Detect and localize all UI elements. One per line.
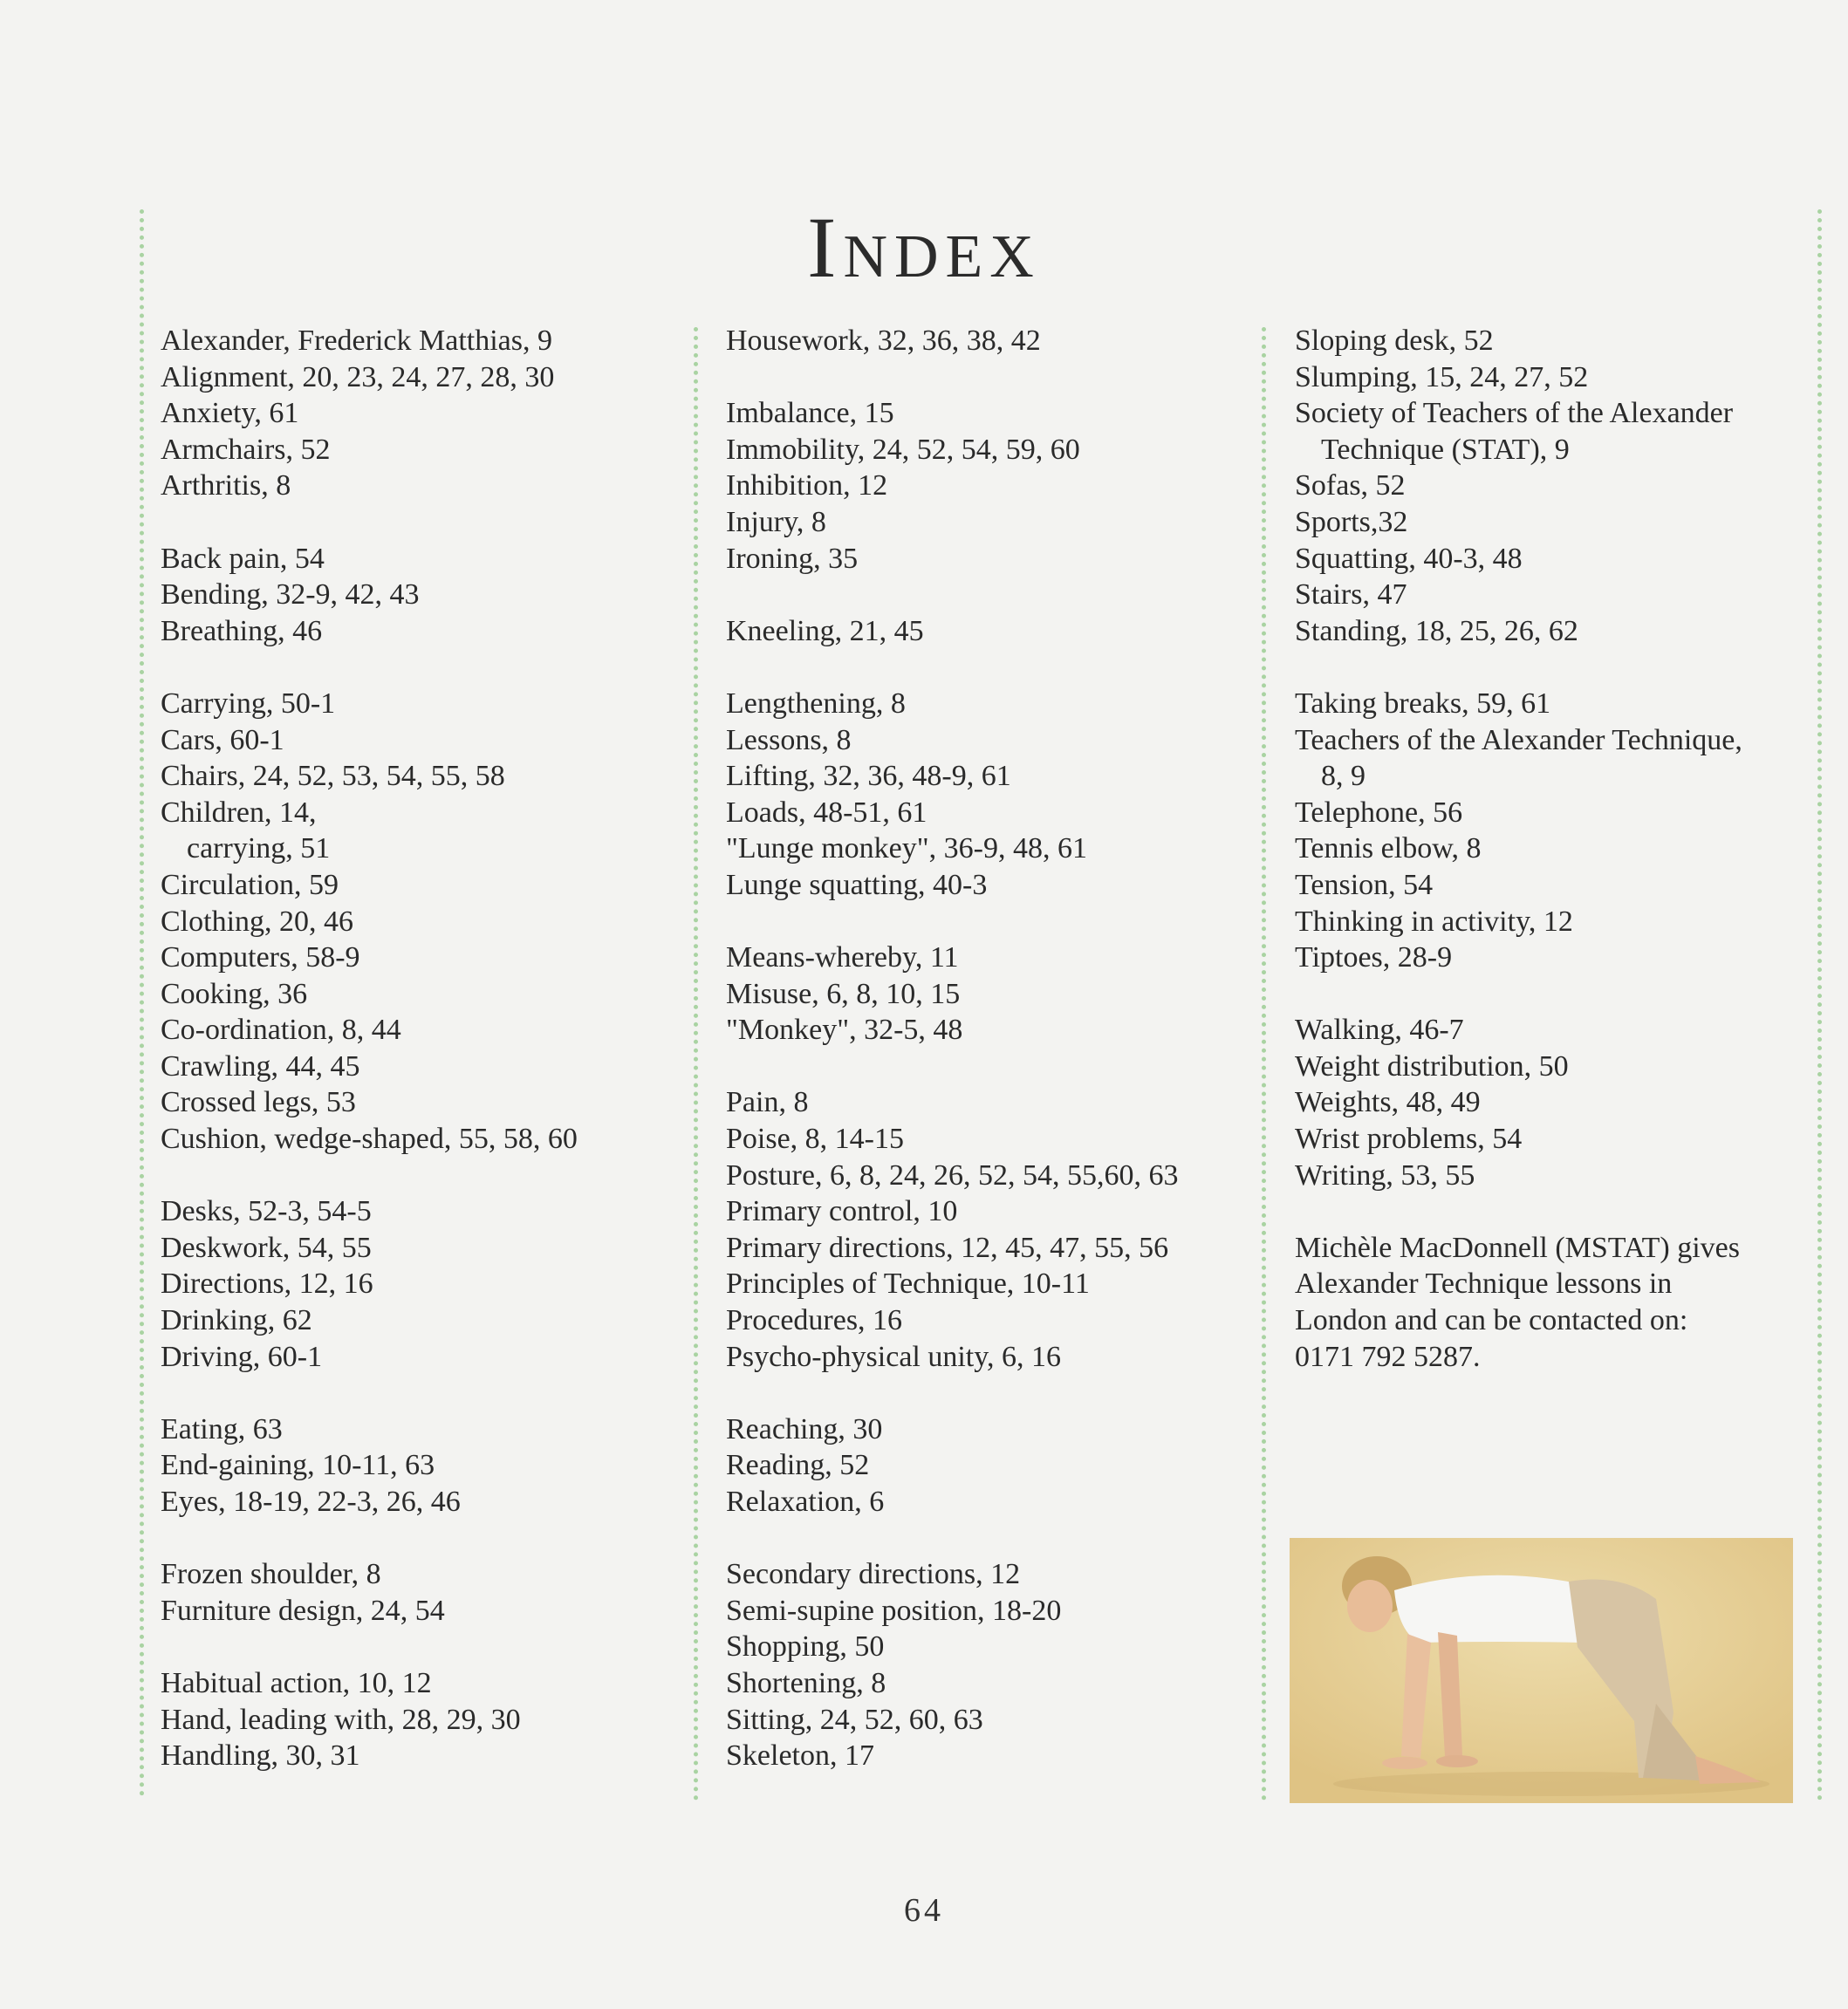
index-entry: Misuse, 6, 8, 10, 15 [726,977,961,1010]
contact-line: 0171 792 5287. [1295,1340,1481,1373]
index-entry: Deskwork, 54, 55 [161,1231,372,1264]
index-entry: Wrist problems, 54 [1295,1123,1523,1156]
index-entry: Housework, 32, 36, 38, 42 [726,325,1041,357]
index-entry: Handling, 30, 31 [161,1739,360,1773]
index-entry: Shortening, 8 [726,1666,886,1699]
index-entry: Psycho-physical unity, 6, 16 [726,1340,1062,1373]
index-entry: Lunge squatting, 40-3 [726,868,988,901]
group-spacer [726,649,1249,686]
index-entry: Alignment, 20, 23, 24, 27, 28, 30 [161,360,555,393]
index-entry: Poise, 8, 14-15 [726,1123,904,1156]
index-entry: Cushion, wedge-shaped, 55, 58, 60 [161,1123,578,1156]
index-entry: Taking breaks, 59, 61 [1295,687,1551,720]
index-entry: Teachers of the Alexander Technique, [1295,723,1742,756]
contact-line: Alexander Technique lessons in [1295,1268,1673,1301]
index-entry: Slumping, 15, 24, 27, 52 [1295,360,1589,393]
group-spacer [161,1629,684,1665]
index-entry: Shopping, 50 [726,1630,885,1664]
group-spacer [161,649,684,686]
index-entry: Lifting, 32, 36, 48-9, 61 [726,760,1011,793]
crawling-figure-illustration [1290,1538,1793,1803]
index-entry: Sloping desk, 52 [1295,325,1494,357]
index-entry: "Lunge monkey", 36-9, 48, 61 [726,832,1087,865]
index-column-1 [161,323,684,1774]
group-spacer [161,504,684,541]
index-entry: Injury, 8 [726,505,826,538]
index-entry: Cars, 60-1 [161,723,284,756]
index-entry: Carrying, 50-1 [161,687,336,720]
group-spacer [161,1520,684,1557]
index-entry: Driving, 60-1 [161,1340,323,1373]
index-entry: Weights, 48, 49 [1295,1086,1481,1119]
index-entry: Children, 14, [161,796,317,829]
index-entry: Semi-supine position, 18-20 [726,1594,1062,1627]
dotted-rule-2 [694,327,698,1801]
index-entry: Immobility, 24, 52, 54, 59, 60 [726,433,1080,466]
group-spacer [161,1375,684,1411]
index-entry: Lessons, 8 [726,723,852,756]
index-entry: Sports,32 [1295,505,1408,538]
index-entry: Sofas, 52 [1295,469,1406,502]
index-entry: Chairs, 24, 52, 53, 54, 55, 58 [161,760,505,793]
index-entry: Technique (STAT), 9 [1321,433,1570,466]
index-entry: Weight distribution, 50 [1295,1049,1569,1083]
group-spacer [726,1520,1249,1557]
index-entry: Loads, 48-51, 61 [726,796,927,829]
contact-line: London and can be contacted on: [1295,1304,1688,1337]
index-entry: Clothing, 20, 46 [161,905,354,938]
index-entry: Co-ordination, 8, 44 [161,1014,401,1047]
index-entry: Standing, 18, 25, 26, 62 [1295,614,1578,647]
index-entry: Tiptoes, 28-9 [1295,941,1453,974]
index-entry: Walking, 46-7 [1295,1014,1464,1047]
dotted-rule-3 [1262,327,1266,1801]
index-entry: Circulation, 59 [161,868,339,901]
index-entry: Eating, 63 [161,1412,283,1445]
contact-line: Michèle MacDonnell (MSTAT) gives [1295,1231,1740,1264]
index-entry: Furniture design, 24, 54 [161,1594,445,1627]
group-spacer [726,359,1249,396]
index-entry: End-gaining, 10-11, 63 [161,1449,435,1482]
index-entry: Tennis elbow, 8 [1295,832,1482,865]
index-entry: 8, 9 [1321,760,1365,793]
index-entry: Means-whereby, 11 [726,941,959,974]
index-entry: Reading, 52 [726,1449,870,1482]
dotted-rule-1 [140,209,144,1797]
index-entry: Kneeling, 21, 45 [726,614,924,647]
index-entry: Principles of Technique, 10-11 [726,1268,1090,1301]
index-entry: Reaching, 30 [726,1412,883,1445]
index-entry: Imbalance, 15 [726,397,894,430]
index-entry: Breathing, 46 [161,614,323,647]
index-entry: Anxiety, 61 [161,397,299,430]
index-entry: Posture, 6, 8, 24, 26, 52, 54, 55,60, 63 [726,1158,1179,1192]
group-spacer [726,1375,1249,1411]
group-spacer [161,1158,684,1194]
index-entry: Sitting, 24, 52, 60, 63 [726,1703,983,1736]
group-spacer [726,904,1249,940]
index-entry: Skeleton, 17 [726,1739,874,1773]
group-spacer [726,1049,1249,1085]
index-entry: Pain, 8 [726,1086,809,1119]
index-entry: Tension, 54 [1295,868,1434,901]
index-entry: Back pain, 54 [161,542,325,575]
index-entry: Directions, 12, 16 [161,1268,373,1301]
index-entry: Computers, 58-9 [161,941,360,974]
index-entry: Ironing, 35 [726,542,859,575]
crawling-photo [1290,1538,1793,1803]
index-entry: Eyes, 18-19, 22-3, 26, 46 [161,1486,461,1518]
index-entry: Procedures, 16 [726,1304,903,1337]
page-title [0,197,1848,297]
index-entry: Desks, 52-3, 54-5 [161,1195,372,1228]
dotted-rule-4 [1817,209,1822,1801]
index-entry: Telephone, 56 [1295,796,1463,829]
contact-note [1295,1230,1810,1375]
index-entry: Cooking, 36 [161,977,308,1010]
index-entry: Stairs, 47 [1295,578,1407,612]
index-entry: Arthritis, 8 [161,469,291,502]
index-entry: Primary directions, 12, 45, 47, 55, 56 [726,1231,1169,1264]
index-entry: "Monkey", 32-5, 48 [726,1014,963,1047]
index-entry: Crawling, 44, 45 [161,1049,360,1083]
group-spacer [1295,976,1810,1013]
index-entry: Inhibition, 12 [726,469,888,502]
index-entry: Thinking in activity, 12 [1295,905,1573,938]
index-entry: Relaxation, 6 [726,1486,885,1518]
title-text: Index [807,199,1041,296]
index-entry: Writing, 53, 55 [1295,1158,1475,1192]
index-entry: Armchairs, 52 [161,433,331,466]
index-entry: carrying, 51 [187,832,331,865]
index-entry: Frozen shoulder, 8 [161,1558,381,1591]
group-spacer [726,577,1249,613]
index-column-2 [726,323,1249,1774]
index-entry: Crossed legs, 53 [161,1086,356,1119]
index-entry: Drinking, 62 [161,1304,312,1337]
page-number: 64 [904,1892,944,1929]
index-entry: Hand, leading with, 28, 29, 30 [161,1703,521,1736]
index-entry: Society of Teachers of the Alexander [1295,397,1734,430]
index-column-3 [1295,323,1810,1375]
index-entry: Primary control, 10 [726,1195,958,1228]
index-entry: Alexander, Frederick Matthias, 9 [161,325,552,357]
group-spacer [1295,649,1810,686]
index-entry: Bending, 32-9, 42, 43 [161,578,420,612]
index-column-3-entries [1295,323,1810,1193]
index-entry: Habitual action, 10, 12 [161,1666,432,1699]
index-entry: Lengthening, 8 [726,687,906,720]
index-entry: Squatting, 40-3, 48 [1295,542,1523,575]
index-entry: Secondary directions, 12 [726,1558,1021,1591]
